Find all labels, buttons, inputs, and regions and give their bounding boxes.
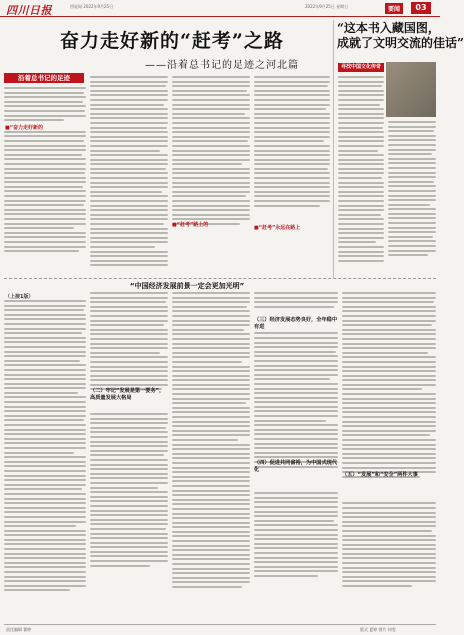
second-subhead-4: （五）“发展”和“安全”两件大事 xyxy=(342,472,418,478)
main-subheadline: ——沿着总书记的足迹之河北篇 xyxy=(145,60,299,71)
second-article-column-2 xyxy=(90,292,168,620)
article-divider xyxy=(4,278,436,279)
column-divider xyxy=(333,20,334,278)
masthead xyxy=(0,0,440,17)
main-article-column-2 xyxy=(90,76,168,276)
right-column-label: 寻找中国文化传奇 xyxy=(338,63,384,72)
issue-date: 2022年9月25日 星期日 xyxy=(305,4,349,9)
second-subhead-3: （四）促进共同富裕，为中国式现代化 xyxy=(254,460,338,473)
section-tag: 要闻 xyxy=(385,3,403,14)
column-label-box: 沿着总书记的足迹 xyxy=(4,73,84,83)
second-article-column-5 xyxy=(342,292,436,602)
second-article-column-3 xyxy=(172,292,250,620)
second-article-column-4 xyxy=(254,292,338,620)
header-info: 图说网 2022年9月25日 xyxy=(70,4,114,9)
second-article-title: “中国经济发展前景一定会更加光明” xyxy=(130,282,245,290)
page-number: 03 xyxy=(411,2,431,14)
footer-editor: 责任编辑 翟婷 xyxy=(6,627,32,632)
right-title-line-2: 成就了文明交流的佳话” xyxy=(337,36,464,50)
main-subhead-1: ■“奋力走好新的 xyxy=(5,125,44,131)
article-photo xyxy=(386,62,436,117)
right-article-title xyxy=(337,21,464,51)
right-title-line-1: “这本书入藏国图， xyxy=(337,21,440,35)
footer-rule xyxy=(4,624,436,625)
right-article-column-2 xyxy=(388,121,436,277)
second-subhead-2: （三）经济发展态势良好，全年稳中有进 xyxy=(254,317,338,330)
second-subhead-1: （二）牢记“发展是第一要务”，高质量发展大格局 xyxy=(90,388,165,401)
main-subhead-2: ■“赶考”路上的 xyxy=(172,222,209,228)
main-article-column-1 xyxy=(4,87,86,277)
main-subhead-3: ■“赶考”永远在路上 xyxy=(254,225,301,231)
main-headline: 奋力走好新的“赶考”之路 xyxy=(60,30,284,52)
main-article-column-4 xyxy=(254,76,330,276)
second-article-column-1 xyxy=(4,300,86,620)
main-article-column-3 xyxy=(172,76,250,276)
newspaper-logo: 四川日报 xyxy=(6,4,52,17)
right-article-column-1 xyxy=(338,76,384,276)
continued-kicker: （上接1版） xyxy=(5,294,34,300)
footer-credits: 版式 夏婷 图片 何雯 xyxy=(360,627,396,632)
